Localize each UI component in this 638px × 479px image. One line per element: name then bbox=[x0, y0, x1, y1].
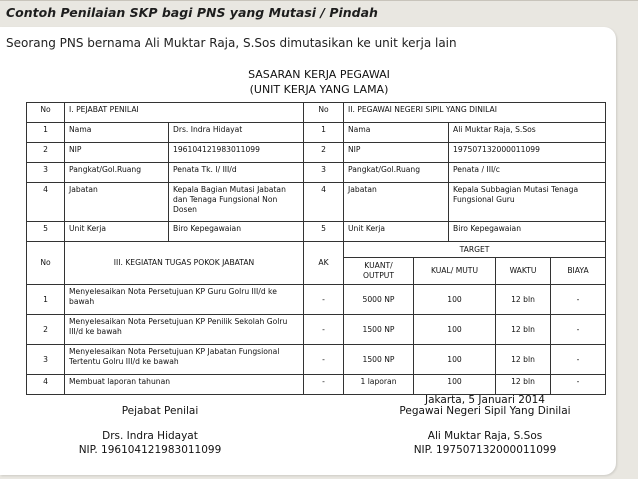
table-row bbox=[27, 375, 606, 395]
activity-header-waktu: WAKTU bbox=[496, 258, 551, 285]
activity-kual: 100 bbox=[414, 285, 496, 315]
row-no: 4 bbox=[27, 183, 65, 222]
activity-ak: - bbox=[304, 315, 344, 345]
row-value: Penata Tk. I/ III/d bbox=[169, 163, 304, 183]
row-no: 3 bbox=[27, 163, 65, 183]
table-row bbox=[27, 163, 606, 183]
activity-kual: 100 bbox=[414, 375, 496, 395]
activity-kual: 100 bbox=[414, 345, 496, 375]
header-no-left: No bbox=[27, 103, 65, 123]
header-pejabat-penilai: I. PEJABAT PENILAI bbox=[65, 103, 304, 123]
row-label: Jabatan bbox=[344, 183, 449, 222]
header-no-right: No bbox=[304, 103, 344, 123]
activity-ak: - bbox=[304, 285, 344, 315]
signature-left-role: Pejabat Penilai bbox=[121, 405, 199, 417]
document-title: SASARAN KERJA PEGAWAI bbox=[248, 68, 390, 81]
activity-kuant: 1500 NP bbox=[344, 315, 414, 345]
row-value: Kepala Bagian Mutasi Jabatan dan Tenaga Fungsional Non Dosen bbox=[169, 183, 304, 222]
activity-biaya: - bbox=[551, 375, 606, 395]
signature-place-date: Jakarta, 5 Januari 2014 bbox=[425, 394, 545, 406]
row-no: 2 bbox=[27, 143, 65, 163]
activity-kuant: 1 laporan bbox=[344, 375, 414, 395]
table-row bbox=[27, 315, 606, 345]
row-value: Penata / III/c bbox=[449, 163, 606, 183]
activity-kegiatan: Menyelesaikan Nota Persetujuan KP Guru Golru III/d ke bawah bbox=[65, 285, 304, 315]
row-value: 196104121983011099 bbox=[169, 143, 304, 163]
row-label: Jabatan bbox=[65, 183, 169, 222]
row-no: 5 bbox=[27, 222, 65, 242]
row-value: 197507132000011099 bbox=[449, 143, 606, 163]
activity-kuant: 5000 NP bbox=[344, 285, 414, 315]
row-label: Nama bbox=[344, 123, 449, 143]
row-label: Unit Kerja bbox=[65, 222, 169, 242]
row-value: Ali Muktar Raja, S.Sos bbox=[449, 123, 606, 143]
activity-header-no: No bbox=[27, 242, 65, 285]
table-row bbox=[27, 183, 606, 222]
activity-no: 2 bbox=[27, 315, 65, 345]
activity-kegiatan: Menyelesaikan Nota Persetujuan KP Jabatan Fungsional Tertentu Golru III/d ke bawah bbox=[65, 345, 304, 375]
row-no: 5 bbox=[304, 222, 344, 242]
activity-waktu: 12 bln bbox=[496, 285, 551, 315]
activity-header-kuant: KUANT/ OUTPUT bbox=[344, 258, 414, 285]
activity-waktu: 12 bln bbox=[496, 315, 551, 345]
table-row bbox=[27, 285, 606, 315]
activity-biaya: - bbox=[551, 345, 606, 375]
activity-no: 3 bbox=[27, 345, 65, 375]
slide-subtitle: Seorang PNS bernama Ali Muktar Raja, S.Sos dimutasikan ke unit kerja lain bbox=[6, 36, 457, 50]
activity-ak: - bbox=[304, 345, 344, 375]
activity-biaya: - bbox=[551, 285, 606, 315]
signature-right-name: Ali Muktar Raja, S.Sos bbox=[427, 430, 543, 442]
activity-no: 1 bbox=[27, 285, 65, 315]
row-value: Drs. Indra Hidayat bbox=[169, 123, 304, 143]
document-subtitle: (UNIT KERJA YANG LAMA) bbox=[249, 83, 389, 96]
row-value: Biro Kepegawaian bbox=[169, 222, 304, 242]
row-label: Pangkat/Gol.Ruang bbox=[344, 163, 449, 183]
activity-kual: 100 bbox=[414, 315, 496, 345]
table-row bbox=[27, 123, 606, 143]
activity-waktu: 12 bln bbox=[496, 345, 551, 375]
signature-left-nip: NIP. 196104121983011099 bbox=[78, 444, 222, 456]
activity-header-target: TARGET bbox=[344, 242, 606, 258]
row-value: Kepala Subbagian Mutasi Tenaga Fungsional Guru bbox=[449, 183, 606, 222]
activity-header-biaya: BIAYA bbox=[551, 258, 606, 285]
table-header-row bbox=[27, 103, 606, 123]
row-no: 4 bbox=[304, 183, 344, 222]
table-row bbox=[27, 143, 606, 163]
skp-table bbox=[26, 102, 606, 395]
row-no: 3 bbox=[304, 163, 344, 183]
row-label: Unit Kerja bbox=[344, 222, 449, 242]
row-label: NIP bbox=[65, 143, 169, 163]
row-no: 1 bbox=[27, 123, 65, 143]
activity-header-kual: KUAL/ MUTU bbox=[414, 258, 496, 285]
table-row bbox=[27, 345, 606, 375]
activity-no: 4 bbox=[27, 375, 65, 395]
top-rule bbox=[0, 0, 638, 1]
header-pegawai-dinilai: II. PEGAWAI NEGERI SIPIL YANG DINILAI bbox=[344, 103, 606, 123]
activity-kegiatan: Membuat laporan tahunan bbox=[65, 375, 304, 395]
row-label: NIP bbox=[344, 143, 449, 163]
row-label: Pangkat/Gol.Ruang bbox=[65, 163, 169, 183]
table-row bbox=[27, 222, 606, 242]
row-label: Nama bbox=[65, 123, 169, 143]
signature-right-role: Pegawai Negeri Sipil Yang Dinilai bbox=[399, 405, 571, 417]
activity-biaya: - bbox=[551, 315, 606, 345]
row-value: Biro Kepegawaian bbox=[449, 222, 606, 242]
signature-left-name: Drs. Indra Hidayat bbox=[102, 430, 198, 442]
signature-right-nip: NIP. 197507132000011099 bbox=[413, 444, 557, 456]
row-no: 2 bbox=[304, 143, 344, 163]
activity-kegiatan: Menyelesaikan Nota Persetujuan KP Penilik Sekolah Golru III/d ke bawah bbox=[65, 315, 304, 345]
activity-kuant: 1500 NP bbox=[344, 345, 414, 375]
slide-heading: Contoh Penilaian SKP bagi PNS yang Mutasi / Pindah bbox=[6, 5, 378, 20]
activity-header-ak: AK bbox=[304, 242, 344, 285]
activity-ak: - bbox=[304, 375, 344, 395]
row-no: 1 bbox=[304, 123, 344, 143]
activity-header-kegiatan: III. KEGIATAN TUGAS POKOK JABATAN bbox=[65, 242, 304, 285]
activity-waktu: 12 bln bbox=[496, 375, 551, 395]
activity-header-row bbox=[27, 242, 606, 258]
